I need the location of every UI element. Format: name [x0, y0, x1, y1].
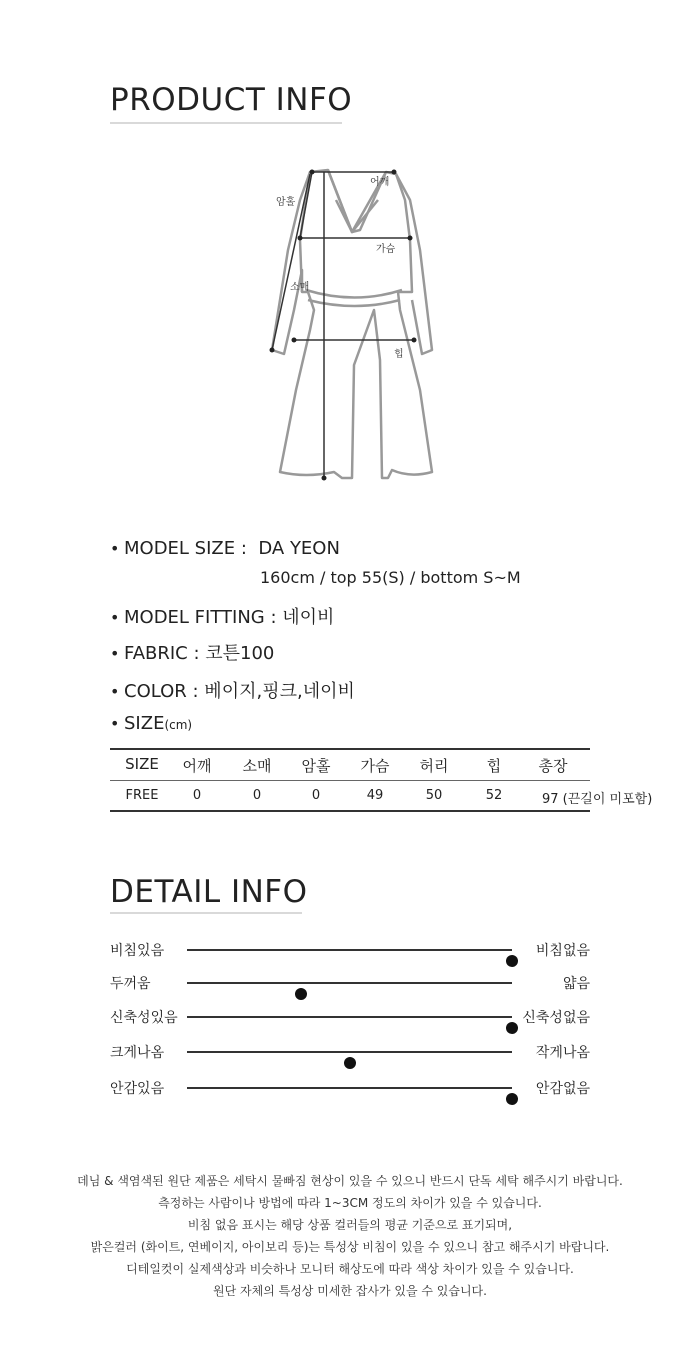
table-header-cell: 총장: [538, 757, 568, 775]
label-shoulder: 어깨: [370, 177, 390, 188]
note-line: 측정하는 사람이나 방법에 따라 1~3CM 정도의 차이가 있을 수 있습니다.: [158, 1196, 542, 1210]
detail-left-label: 신축성있음: [110, 1010, 178, 1026]
detail-scale-marker: [506, 955, 518, 967]
table-cell: 0: [252, 788, 262, 803]
detail-scale-track: [187, 982, 512, 984]
bullet: •: [110, 539, 120, 558]
detail-scale-track: [187, 1051, 512, 1053]
care-notes: [0, 1170, 700, 1302]
detail-right-label: 비침없음: [535, 943, 590, 959]
size-label: SIZE: [124, 713, 165, 734]
table-cell: 97 (끈길이 미포함): [542, 792, 653, 807]
table-rule-mid: [110, 780, 590, 781]
table-header-cell: SIZE: [125, 755, 159, 773]
table-header-cell: 소매: [242, 757, 272, 775]
bullet: •: [110, 644, 120, 663]
size-unit: (cm): [164, 718, 193, 732]
detail-row-lining: [110, 1076, 590, 1100]
detail-row-fit: [110, 1040, 590, 1064]
detail-row-thickness: [110, 971, 590, 995]
table-rule-bottom: [110, 810, 590, 812]
product-info-underline: [110, 122, 342, 124]
detail-scale-track: [187, 949, 512, 951]
label-armhole: 암홀: [276, 197, 296, 208]
detail-info-underline: [110, 912, 302, 914]
table-header-cell: 가슴: [360, 757, 390, 775]
detail-right-label: 신축성없음: [522, 1010, 590, 1026]
garment-diagram: [260, 160, 450, 490]
note-line: 디테일컷이 실제색상과 비슷하나 모니터 해상도에 따라 색상 차이가 있을 수 있습니다.: [126, 1262, 574, 1276]
fabric-text: FABRIC : 코튼100: [124, 643, 275, 664]
detail-left-label: 안감있음: [110, 1081, 165, 1097]
detail-left-label: 두꺼움: [110, 976, 151, 992]
detail-scale-track: [187, 1087, 512, 1089]
model-size-label: MODEL SIZE :: [124, 538, 247, 559]
table-header-cell: 허리: [419, 757, 449, 775]
model-fitting-text: MODEL FITTING : 네이비: [124, 607, 335, 628]
table-rule-top: [110, 748, 590, 750]
table-header-cell: 힙: [486, 757, 502, 775]
table-cell: 0: [192, 788, 202, 803]
detail-scale-track: [187, 1016, 512, 1018]
table-header-cell: 암홀: [301, 757, 331, 775]
label-hip: 힙: [394, 349, 404, 360]
model-fitting-item: [110, 603, 334, 629]
detail-right-label: 작게나옴: [535, 1045, 590, 1061]
fabric-item: [110, 639, 274, 665]
product-info-title: PRODUCT INFO: [110, 82, 353, 118]
detail-row-elasticity: [110, 1005, 590, 1029]
model-spec: 160cm / top 55(S) / bottom S~M: [260, 568, 521, 587]
color-text: COLOR : 베이지,핑크,네이비: [124, 681, 355, 702]
color-item: [110, 677, 355, 703]
detail-row-transparency: [110, 938, 590, 962]
detail-scale-marker: [344, 1057, 356, 1069]
note-line: 데님 & 색염색된 원단 제품은 세탁시 물빠짐 현상이 있을 수 있으니 반드시 단독 세탁 해주시기 바랍니다.: [77, 1174, 623, 1188]
model-size-item: [110, 538, 521, 587]
note-line: 밝은컬러 (화이트, 연베이지, 아이보리 등)는 특성상 비침이 있을 수 있으니 참고 해주시기 바랍니다.: [90, 1240, 610, 1254]
size-item: [110, 713, 192, 734]
label-sleeve: 소매: [290, 282, 310, 293]
detail-scale-marker: [506, 1093, 518, 1105]
bullet: •: [110, 714, 120, 733]
table-cell: 50: [425, 788, 443, 803]
model-name: DA YEON: [258, 538, 340, 559]
dress-illustration: [260, 160, 450, 490]
bullet: •: [110, 608, 120, 627]
detail-scale-marker: [506, 1022, 518, 1034]
detail-info-title: DETAIL INFO: [110, 874, 308, 910]
detail-right-label: 얇음: [562, 976, 590, 992]
table-header-cell: 어깨: [182, 757, 212, 775]
table-cell: FREE: [125, 788, 159, 803]
bullet: •: [110, 682, 120, 701]
detail-left-label: 크게나옴: [110, 1045, 165, 1061]
note-line: 비침 없음 표시는 해당 상품 컬러들의 평균 기준으로 표기되며,: [187, 1218, 513, 1232]
label-chest: 가슴: [376, 244, 396, 255]
table-cell: 49: [366, 788, 384, 803]
note-line: 원단 자체의 특성상 미세한 잡사가 있을 수 있습니다.: [213, 1284, 487, 1298]
table-cell: 0: [311, 788, 321, 803]
detail-left-label: 비침있음: [110, 943, 165, 959]
detail-right-label: 안감없음: [535, 1081, 590, 1097]
detail-scale-marker: [295, 988, 307, 1000]
table-cell: 52: [485, 788, 503, 803]
